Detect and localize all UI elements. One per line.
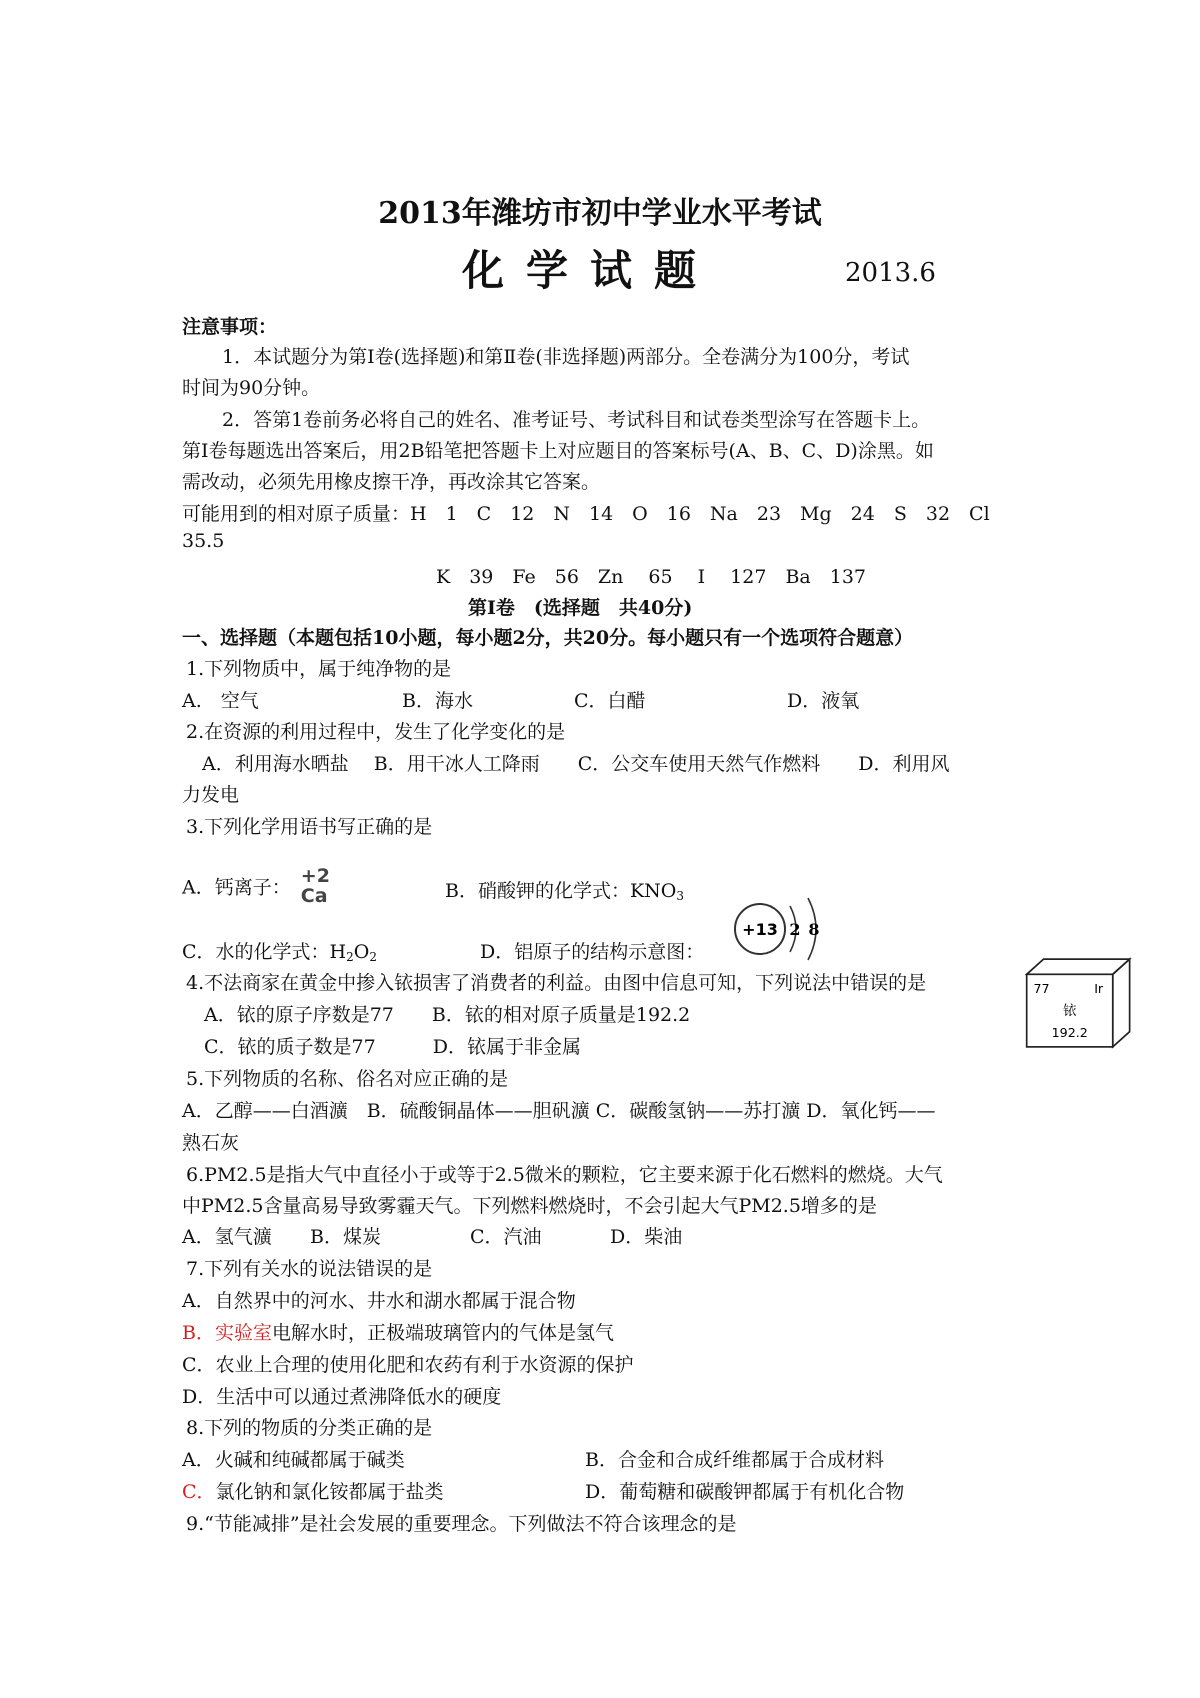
q2-options-line-1: A．利用海水晒盐 B．用干冰人工降雨 C．公交车使用天然气作燃料 D．利用风 xyxy=(202,753,950,775)
q6-stem-line-1: 6.PM2.5是指大气中直径小于或等于2.5微米的颗粒，它主要来源于化石燃料的燃烧。大气 xyxy=(186,1164,943,1186)
q7-option-b-text: 电解水时，正极端玻璃管内的气体是氢气 xyxy=(271,1322,614,1344)
q6-stem-line-2: 中PM2.5含量高易导致雾霾天气。下列燃料燃烧时，不会引起大气PM2.5增多的是 xyxy=(182,1195,877,1217)
q8-option-c xyxy=(182,1477,444,1504)
q3-option-d: D．铝原子的结构示意图： xyxy=(480,941,705,963)
calcium-charge: +2 xyxy=(300,865,330,887)
note-1-line-2: 时间为90分钟。 xyxy=(182,377,321,399)
subject-title: 化学试题 xyxy=(462,246,719,295)
q6-option-c: C．汽油 xyxy=(470,1226,542,1248)
q6-option-a: A．氢气瀇 xyxy=(182,1226,272,1248)
q7-option-b-highlight: B．实验室 xyxy=(182,1322,272,1344)
calcium-symbol: Ca xyxy=(300,885,328,907)
q8-stem: 8.下列的物质的分类正确的是 xyxy=(186,1417,433,1439)
note-2-line-2: 第Ⅰ卷每题选出答案后，用2B铅笔把答题卡上对应题目的答案标号(A、B、C、D)涂黑。如 xyxy=(182,440,934,462)
shell-2-electrons: 8 xyxy=(808,920,820,939)
atomic-mass-line-2: 35.5 xyxy=(182,530,225,552)
element-symbol: Ir xyxy=(1094,980,1104,996)
atomic-mass-line-3: K 39 Fe 56 Zn 65 I 127 Ba 137 xyxy=(436,566,866,588)
q4-options-ab: A．铱的原子序数是77 B．铱的相对原子质量是192.2 xyxy=(204,1004,691,1026)
shell-1-electrons: 2 xyxy=(789,920,801,939)
q3-option-c-text: C．水的化学式：H xyxy=(182,941,347,963)
q1-option-b: B．海水 xyxy=(402,690,473,712)
q8-option-c-highlight: C． xyxy=(182,1481,216,1503)
element-mass: 192.2 xyxy=(1051,1024,1088,1040)
q8-option-a: A．火碱和纯碱都属于碱类 xyxy=(182,1449,405,1471)
q1-option-c: C．白醋 xyxy=(574,690,646,712)
q5-options-line-2: 熟石灰 xyxy=(182,1132,240,1154)
q2-options-line-2: 力发电 xyxy=(182,784,240,806)
element-name: 铱 xyxy=(1062,1002,1077,1019)
q3-option-b-subscript: 3 xyxy=(676,889,684,903)
q3-option-a-label: A．钙离子： xyxy=(182,876,291,899)
volume-title: 第Ⅰ卷 (选择题 共40分) xyxy=(468,597,693,619)
note-2-line-3: 需改动，必须先用橡皮擦干净，再改涂其它答案。 xyxy=(182,471,601,493)
q3-option-c-subscript-2: 2 xyxy=(369,950,377,964)
calcium-ion-notation xyxy=(301,866,330,906)
exam-title: 2013年潍坊市初中学业水平考试 xyxy=(378,196,822,231)
q2-stem: 2.在资源的利用过程中，发生了化学变化的是 xyxy=(186,721,566,743)
q9-stem: 9.“节能减排”是社会发展的重要理念。下列做法不符合该理念的是 xyxy=(186,1513,737,1535)
q3-option-a xyxy=(182,866,330,906)
q6-option-b: B．煤炭 xyxy=(310,1226,381,1248)
q7-option-d: D．生活中可以通过煮沸降低水的硬度 xyxy=(182,1386,502,1408)
q3-stem: 3.下列化学用语书写正确的是 xyxy=(186,816,433,838)
q3-option-c-oxygen: O xyxy=(353,941,370,963)
element-number: 77 xyxy=(1033,980,1050,996)
notes-heading: 注意事项： xyxy=(182,316,278,338)
q7-stem: 7.下列有关水的说法错误的是 xyxy=(186,1258,433,1280)
nucleus-charge: +13 xyxy=(742,920,778,939)
q5-stem: 5.下列物质的名称、俗名对应正确的是 xyxy=(186,1068,509,1090)
q8-option-d: D．葡萄糖和碳酸钾都属于有机化合物 xyxy=(585,1481,905,1503)
q4-options-cd: C．铱的质子数是77 D．铱属于非金属 xyxy=(204,1036,581,1058)
q4-stem: 4.不法商家在黄金中掺入铱损害了消费者的利益。由图中信息可知，下列说法中错误的是 xyxy=(186,972,927,994)
q3-option-b xyxy=(445,876,684,903)
q7-option-b xyxy=(182,1318,614,1345)
aluminum-atom-diagram xyxy=(732,888,832,970)
q3-option-c-subscript-1: 2 xyxy=(346,950,354,964)
q7-option-a: A．自然界中的河水、井水和湖水都属于混合物 xyxy=(182,1290,576,1312)
q3-option-b-text: B．硝酸钾的化学式：KNO xyxy=(445,880,677,902)
q3-option-c xyxy=(182,937,377,964)
note-1-line-1: 1．本试题分为第Ⅰ卷(选择题)和第Ⅱ卷(非选择题)两部分。全卷满分为100分，考试 xyxy=(222,346,910,368)
q7-option-c: C．农业上合理的使用化肥和农药有利于水资源的保护 xyxy=(182,1354,634,1376)
q8-option-c-text: 氯化钠和氯化铵都属于盐类 xyxy=(215,1481,444,1503)
q5-options-line-1: A．乙醇——白酒瀇 B．硫酸铜晶体——胆矾瀇 C．碳酸氢钠——苏打瀇 D．氧化钙—— xyxy=(182,1100,936,1122)
note-2-line-1: 2．答第1卷前务必将自己的姓名、准考证号、考试科目和试卷类型涂写在答题卡上。 xyxy=(222,409,931,431)
q1-option-d: D．液氧 xyxy=(787,690,860,712)
atomic-mass-line-1: 可能用到的相对原子质量：H 1 C 12 N 14 O 16 Na 23 Mg 24 S 32 Cl xyxy=(182,503,990,525)
exam-date: 2013.6 xyxy=(845,258,936,288)
q8-option-b: B．合金和合成纤维都属于合成材料 xyxy=(585,1449,884,1471)
part-title: 一、选择题（本题包括10小题，每小题2分，共20分。每小题只有一个选项符合题意） xyxy=(182,627,914,649)
q1-stem: 1.下列物质中，属于纯净物的是 xyxy=(186,658,452,680)
q6-option-d: D．柴油 xyxy=(610,1226,683,1248)
iridium-element-card xyxy=(1025,955,1133,1051)
q1-option-a: A. 空气 xyxy=(182,690,259,712)
